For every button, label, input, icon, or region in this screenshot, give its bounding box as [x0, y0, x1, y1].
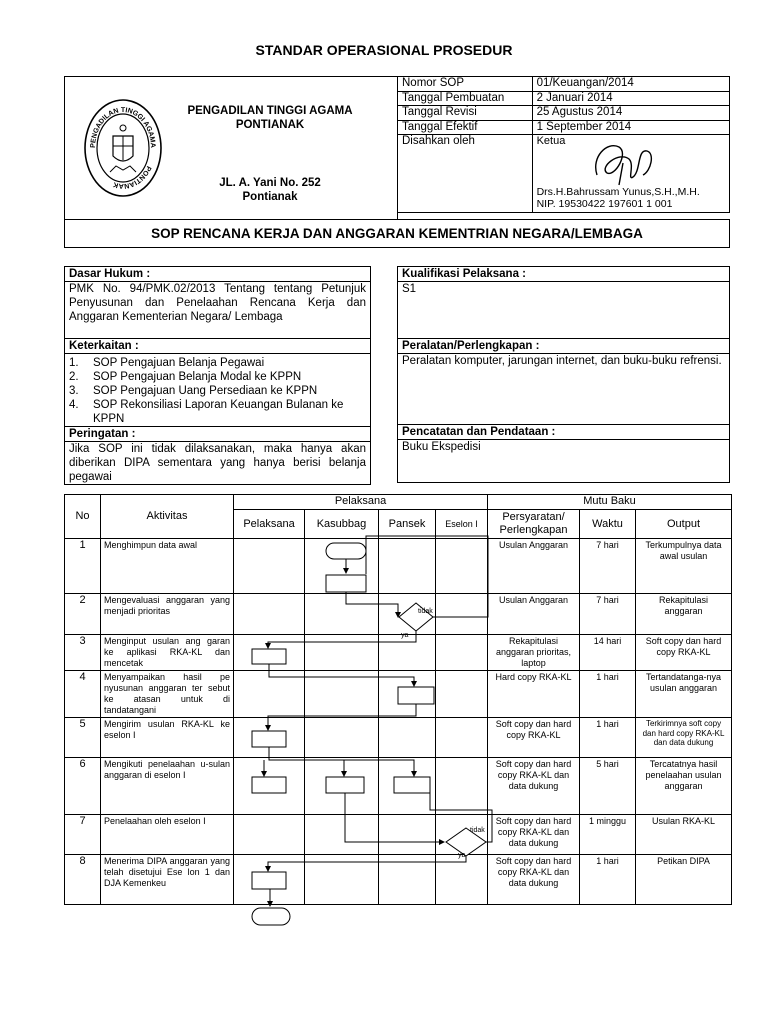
- flow-output: Usulan RKA-KL: [636, 815, 732, 855]
- flow-output: Terkumpulnya data awal usulan: [636, 539, 732, 594]
- peringatan-text: Jika SOP ini tidak dilaksanakan, maka hanya akan diberikan DIPA sementara yang hanya berisi belanja pegawai: [65, 442, 371, 485]
- flow-waktu: 5 hari: [580, 758, 636, 815]
- peringatan-label: Peringatan :: [65, 427, 371, 442]
- flow-output: Tertandatanga-nya usulan anggaran: [636, 671, 732, 718]
- header-output: Output: [636, 510, 732, 539]
- header-kasubbag: Kasubbag: [305, 510, 379, 539]
- flow-output: Rekapitulasi anggaran: [636, 594, 732, 635]
- svg-text:PONTIANAK: PONTIANAK: [112, 164, 152, 190]
- flow-arrow: [345, 793, 444, 842]
- process-step-6c: [394, 777, 430, 793]
- flow-no: 4: [65, 671, 101, 718]
- peralatan-label: Peralatan/Perlengkapan :: [398, 339, 730, 354]
- address-line2: Pontianak: [242, 191, 298, 203]
- header-persyaratan: Persyaratan/ Perlengkapan: [488, 510, 580, 539]
- flow-waktu: 1 hari: [580, 718, 636, 758]
- header-aktivitas: Aktivitas: [101, 495, 234, 539]
- flow-arrow: [346, 592, 398, 617]
- flow-aktivitas: Menginput usulan ang garan ke aplikasi RKA-KL dan mencetak: [101, 635, 234, 671]
- header-mutu-baku: Mutu Baku: [488, 495, 732, 510]
- header-pelaksana-group: Pelaksana: [234, 495, 488, 510]
- decision-tidak-label: tidak: [470, 827, 485, 834]
- process-step-6b: [326, 777, 364, 793]
- flow-output: Soft copy dan hard copy RKA-KL: [636, 635, 732, 671]
- signer-nip: NIP. 19530422 197601 1 001: [536, 198, 673, 210]
- decision-ya-label: ya: [458, 852, 466, 859]
- process-step-6a: [252, 777, 286, 793]
- flow-persyaratan: Soft copy dan hard copy RKA-KL: [488, 718, 580, 758]
- signer-name: Drs.H.Bahrussam Yunus,S.H.,M.H.: [536, 186, 700, 198]
- flow-output: Tercatatnya hasil penelaahan usulan anggaran: [636, 758, 732, 815]
- header-no: No: [65, 495, 101, 539]
- keterkaitan-label: Keterkaitan :: [65, 339, 371, 354]
- flow-arrow: [269, 664, 414, 686]
- institution-name-line1: PENGADILAN TINGGI AGAMA: [187, 105, 353, 117]
- svg-text:PENGADILAN TINGGI AGAMA: PENGADILAN TINGGI AGAMA: [89, 106, 157, 149]
- keterkaitan-item-number: 3.: [69, 385, 79, 397]
- nomor-label: Nomor SOP: [398, 77, 533, 92]
- flow-persyaratan: Hard copy RKA-KL: [488, 671, 580, 718]
- sop-title: SOP RENCANA KERJA DAN ANGGARAN KEMENTRIAN NEGARA/LEMBAGA: [64, 219, 730, 248]
- flow-no: 8: [65, 855, 101, 905]
- revisi-value: 25 Agustus 2014: [532, 106, 729, 121]
- institution-name-line2: PONTIANAK: [235, 119, 305, 131]
- keterkaitan-item-number: 1.: [69, 357, 79, 369]
- dasar-hukum-label: Dasar Hukum :: [65, 267, 371, 282]
- keterkaitan-item-text: SOP Pengajuan Belanja Modal ke KPPN: [93, 371, 302, 383]
- flow-waktu: 1 hari: [580, 671, 636, 718]
- flow-no: 1: [65, 539, 101, 594]
- pencatatan-text: Buku Ekspedisi: [398, 440, 730, 483]
- nomor-value: 01/Keuangan/2014: [532, 77, 729, 92]
- keterkaitan-item-text: SOP Pengajuan Belanja Pegawai: [93, 357, 265, 369]
- process-step-8: [252, 872, 286, 889]
- decision-ya-label: ya: [401, 632, 409, 639]
- flow-output: Petikan DIPA: [636, 855, 732, 905]
- flow-arrow: [268, 631, 416, 648]
- flow-waktu: 14 hari: [580, 635, 636, 671]
- dasar-hukum-text: PMK No. 94/PMK.02/2013 Tentang tentang Petunjuk Penyusunan dan Penelaahan Rencana Kerja dan Anggaran Kementerian Negara/ Lembaga: [65, 282, 371, 339]
- process-step-3: [252, 649, 286, 664]
- flow-aktivitas: Mengirim usulan RKA-KL ke eselon I: [101, 718, 234, 758]
- keterkaitan-item-number: 2.: [69, 371, 79, 383]
- flow-no: 5: [65, 718, 101, 758]
- kualifikasi-text: S1: [398, 282, 730, 339]
- revisi-label: Tanggal Revisi: [398, 106, 533, 121]
- flow-no: 7: [65, 815, 101, 855]
- flow-aktivitas: Menghimpun data awal: [101, 539, 234, 594]
- flow-waktu: 7 hari: [580, 594, 636, 635]
- process-step-1: [326, 575, 366, 592]
- flow-output: Terkirimnya soft copy dan hard copy RKA-KL dan data dukung: [636, 718, 732, 758]
- flow-persyaratan: Usulan Anggaran: [488, 594, 580, 635]
- decision-tidak-label: tidak: [418, 608, 433, 615]
- flow-aktivitas: Menerima DIPA anggaran yang telah disetujui Ese lon 1 dan DJA Kemenkeu: [101, 855, 234, 905]
- flow-arrow: [269, 747, 414, 776]
- pembuatan-value: 2 Januari 2014: [532, 91, 729, 106]
- flow-no: 6: [65, 758, 101, 815]
- kualifikasi-label: Kualifikasi Pelaksana :: [398, 267, 730, 282]
- flow-waktu: 1 hari: [580, 855, 636, 905]
- flow-arrow-tidak-loop: [366, 536, 488, 617]
- keterkaitan-item-text: SOP Pengajuan Uang Persediaan ke KPPN: [93, 385, 318, 397]
- flow-aktivitas: Menyampaikan hasil pe nyusunan anggaran ter sebut ke atasan untuk di tandatangani: [101, 671, 234, 718]
- header-pelaksana: Pelaksana: [234, 510, 305, 539]
- flow-aktivitas: Mengikuti penelaahan u-sulan anggaran di eselon I: [101, 758, 234, 815]
- flow-persyaratan: Soft copy dan hard copy RKA-KL dan data dukung: [488, 815, 580, 855]
- pencatatan-label: Pencatatan dan Pendataan :: [398, 425, 730, 440]
- flow-persyaratan: Soft copy dan hard copy RKA-KL dan data dukung: [488, 855, 580, 905]
- document-title: STANDAR OPERASIONAL PROSEDUR: [255, 42, 513, 58]
- flow-arrow: [268, 704, 416, 730]
- flow-waktu: 1 minggu: [580, 815, 636, 855]
- address-line1: JL. A. Yani No. 252: [219, 177, 321, 189]
- keterkaitan-item-number: 4.: [69, 399, 79, 411]
- header-eselon: Eselon I: [436, 510, 488, 539]
- flow-aktivitas: Mengevaluasi anggaran yang menjadi prioritas: [101, 594, 234, 635]
- pembuatan-label: Tanggal Pembuatan: [398, 91, 533, 106]
- start-terminator: [326, 543, 366, 559]
- flow-waktu: 7 hari: [580, 539, 636, 594]
- flow-no: 2: [65, 594, 101, 635]
- efektif-label: Tanggal Efektif: [398, 120, 533, 135]
- disahkan-label-text: Disahkan oleh: [402, 135, 475, 147]
- flow-no: 3: [65, 635, 101, 671]
- process-step-4: [398, 687, 434, 704]
- flow-aktivitas: Penelaahan oleh eselon I: [101, 815, 234, 855]
- end-terminator: [252, 908, 290, 925]
- process-step-5: [252, 731, 286, 747]
- flow-persyaratan: Soft copy dan hard copy RKA-KL dan data dukung: [488, 758, 580, 815]
- flow-arrow: [268, 856, 466, 871]
- header-pansek: Pansek: [379, 510, 436, 539]
- ketua-label: Ketua: [536, 135, 566, 147]
- flow-persyaratan: Rekapitulasi anggaran prioritas, laptop: [488, 635, 580, 671]
- peralatan-text: Peralatan komputer, jarungan internet, dan buku-buku refrensi.: [398, 354, 730, 425]
- keterkaitan-item-text: SOP Rekonsiliasi Laporan Keuangan Bulanan ke KPPN: [93, 399, 344, 425]
- efektif-value: 1 September 2014: [532, 120, 729, 135]
- flow-persyaratan: Usulan Anggaran: [488, 539, 580, 594]
- header-waktu: Waktu: [580, 510, 636, 539]
